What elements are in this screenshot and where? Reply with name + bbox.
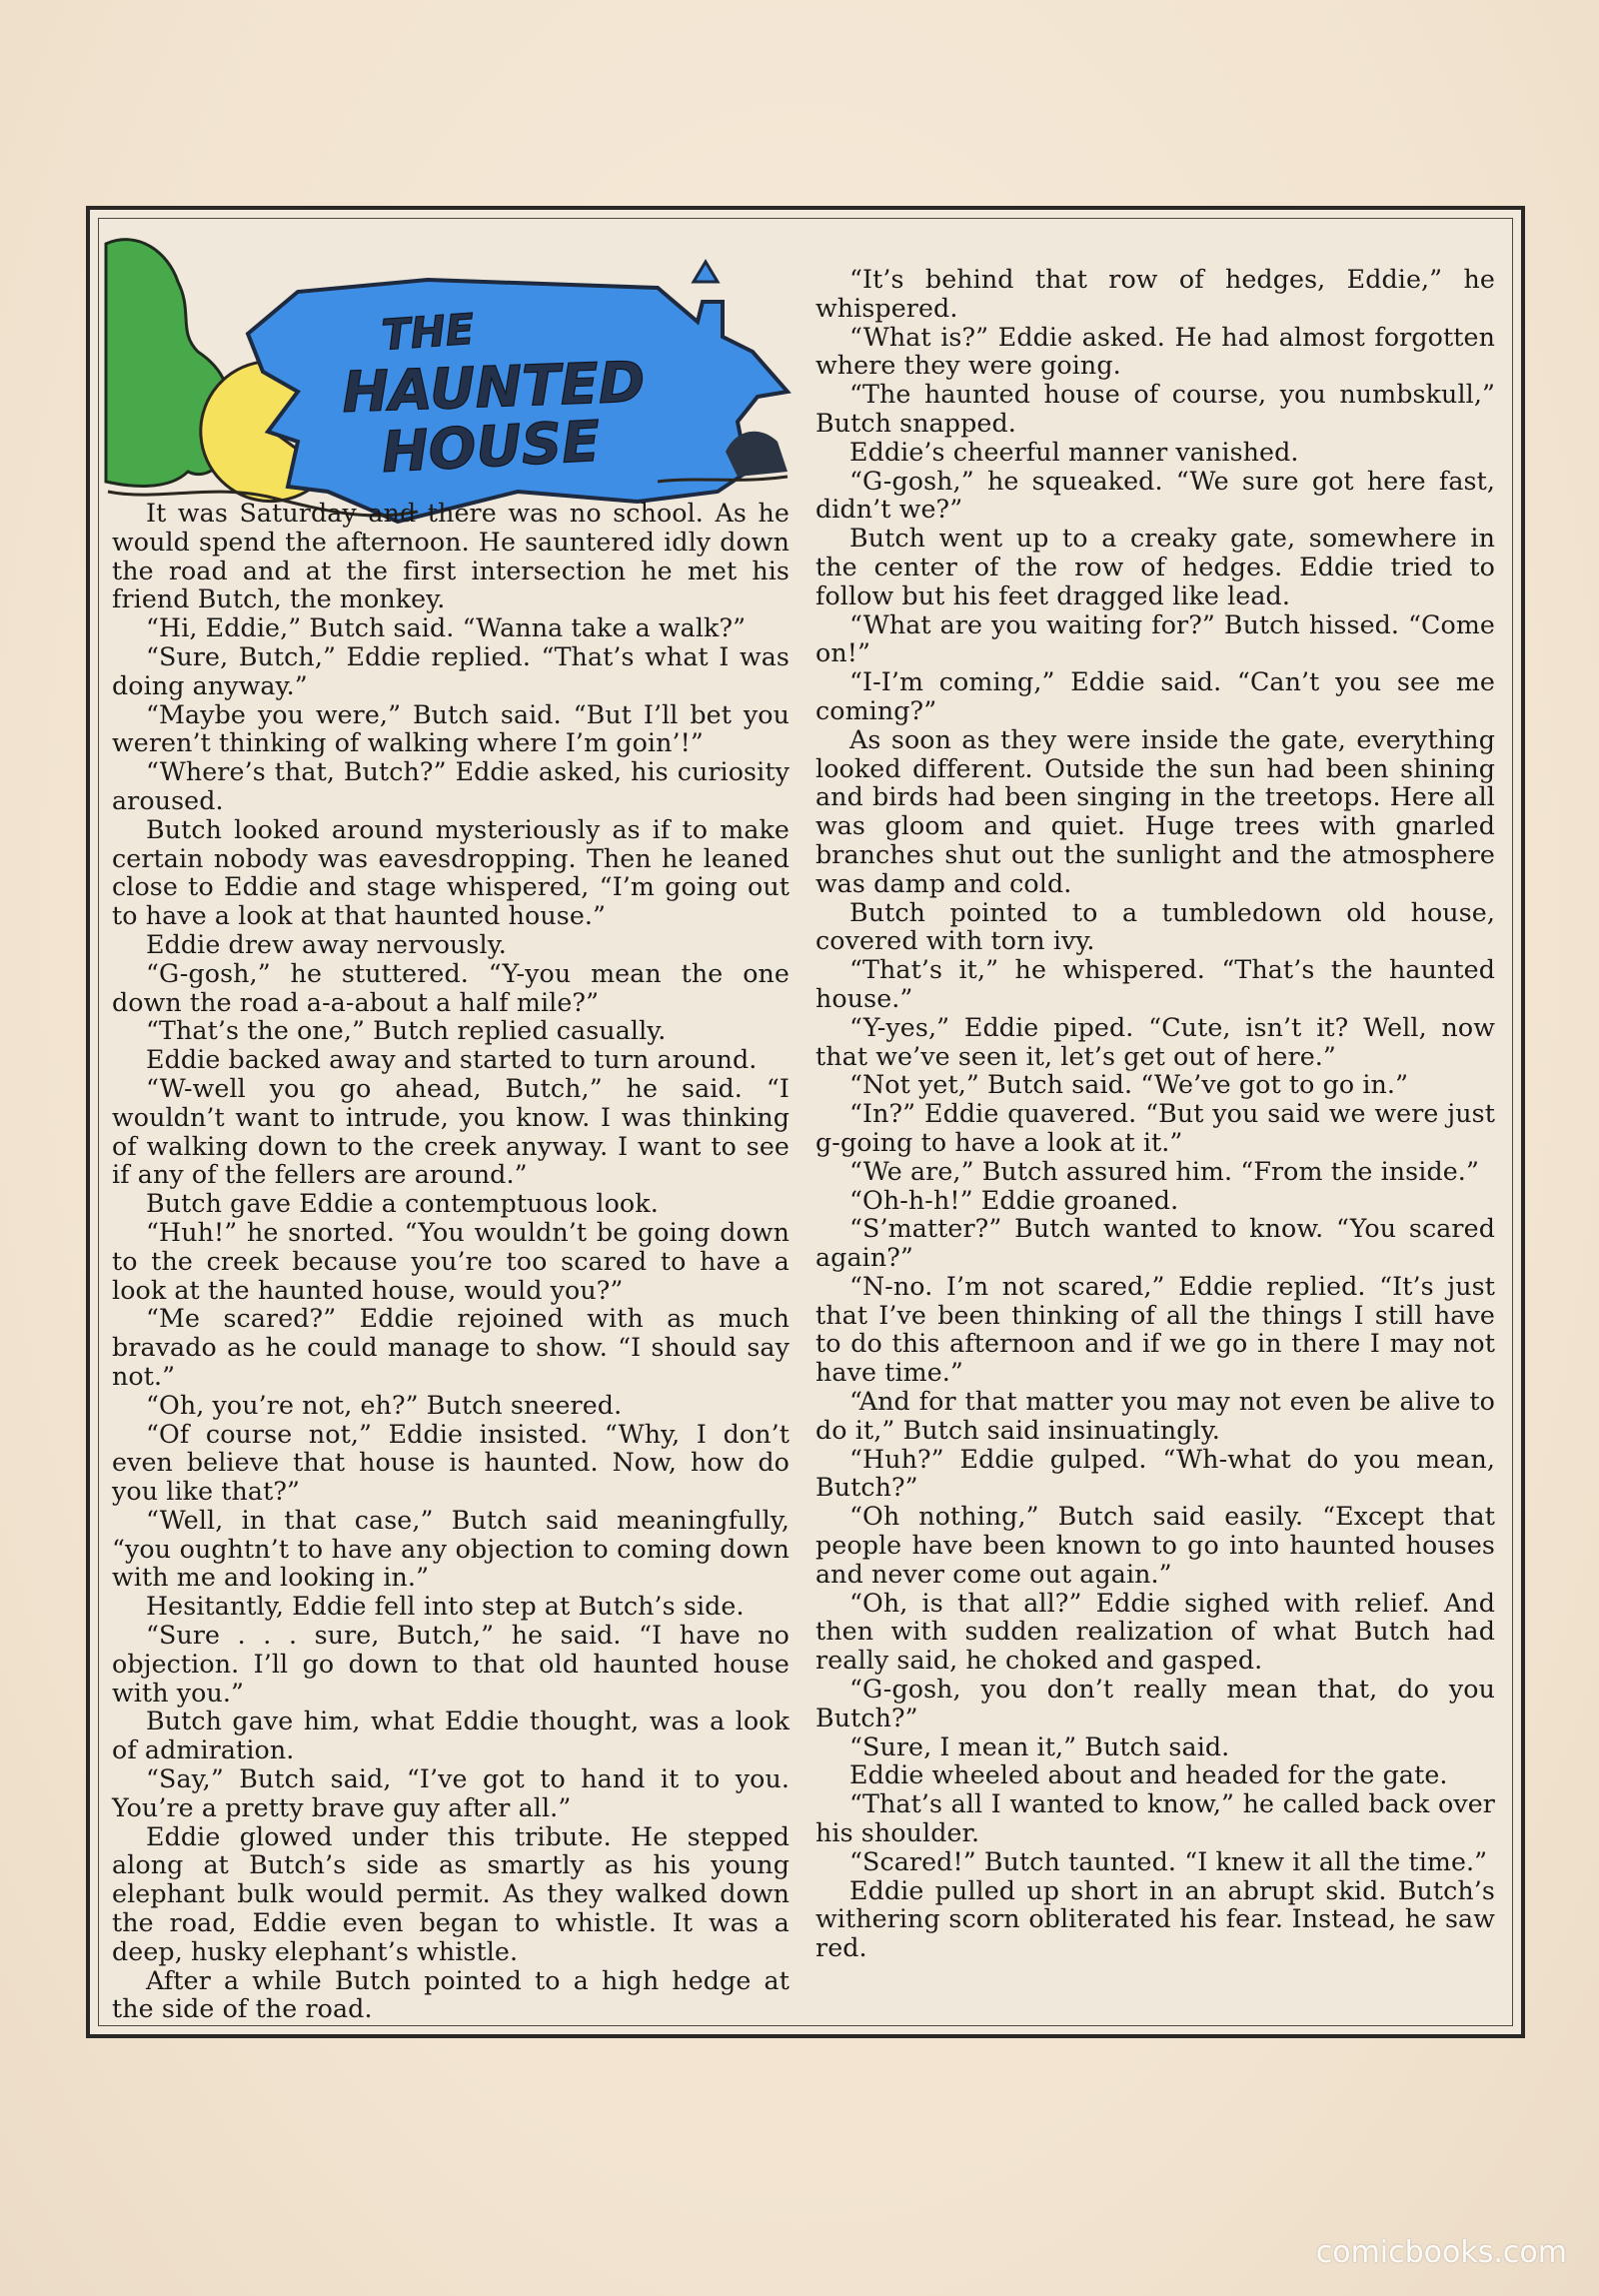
paragraph: Eddie’s cheerful manner vanished. [849, 437, 1299, 467]
paragraph: “Oh-h-h!” Eddie groaned. [849, 1185, 1179, 1215]
paragraph: “I-I’m coming,” Eddie said. “Can’t you see me coming?” [815, 667, 1495, 725]
paragraph: “Oh nothing,” Butch said easily. “Except that people have been known to go into haunted houses and never come out again.” [815, 1502, 1495, 1589]
paragraph: “G-gosh,” he stuttered. “Y-you mean the one down the road a-a-about a half mile?” [112, 958, 790, 1017]
title-line-1: THE [380, 304, 476, 360]
paragraph: “We are,” Butch assured him. “From the inside.” [849, 1156, 1479, 1186]
paragraph: “And for that matter you may not even be alive to do it,” Butch said insinuatingly. [815, 1387, 1495, 1445]
paragraph: Butch pointed to a tumbledown old house, covered with torn ivy. [815, 897, 1495, 956]
paragraph: It was Saturday and there was no school. As he would spend the afternoon. He sauntered idly down the road and at the first intersection he met his friend Butch, the monkey. [112, 499, 790, 614]
paragraph: “S’matter?” Butch wanted to know. “You scared again?” [815, 1214, 1495, 1273]
paragraph: “Of course not,” Eddie insisted. “Why, I don’t even believe that house is haunted. Now, how do you like that?” [112, 1419, 790, 1507]
paragraph: “That’s all I wanted to know,” he called back over his shoulder. [815, 1789, 1495, 1848]
paragraph: “Huh!” he snorted. “You wouldn’t be going down to the creek because you’re too scared to have a look at the haunted house, would you?” [112, 1217, 790, 1305]
paragraph: “Y-yes,” Eddie piped. “Cute, isn’t it? Well, now that we’ve seen it, let’s get out of here.” [815, 1012, 1495, 1071]
chimney-shape [694, 262, 718, 282]
paragraph: “Maybe you were,” Butch said. “But I’ll bet you weren’t thinking of walking where I’m goin’!” [112, 699, 790, 758]
paragraph: “G-gosh, you don’t really mean that, do you Butch?” [815, 1675, 1495, 1732]
paragraph: “The haunted house of course, you numbskull,” Butch snapped. [815, 380, 1495, 438]
paragraph: “Scared!” Butch taunted. “I knew it all the time.” [849, 1846, 1488, 1876]
paragraph: Hesitantly, Eddie fell into step at Butch’s side. [146, 1592, 745, 1622]
paragraph: Butch looked around mysteriously as if to make certain nobody was eavesdropping. Then he leaned close to Eddie and stage whispered, “I’m going out to have a look at that haunted house.” [112, 814, 790, 931]
paragraph: Eddie glowed under this tribute. He stepped along at Butch’s side as smartly as his young elephant bulk would permit. As they walked down the road, Eddie even began to whistle. It was a deep, husky elephant’s whistle. [112, 1821, 790, 1966]
right-column [815, 266, 1495, 1963]
paragraph: “Oh, is that all?” Eddie sighed with relief. And then with sudden realization of what Butch had really said, he choked and gasped. [815, 1588, 1495, 1676]
paragraph: “Not yet,” Butch said. “We’ve got to go in.” [849, 1070, 1409, 1100]
paragraph: “N-no. I’m not scared,” Eddie replied. “It’s just that I’ve been thinking of all the things I still have to do this afternoon and if we go in there I may not have time.” [815, 1271, 1495, 1388]
paragraph: “Hi, Eddie,” Butch said. “Wanna take a walk?” [146, 613, 747, 643]
left-column [112, 500, 790, 2024]
paragraph: “In?” Eddie quavered. “But you said we were just g-going to have a look at it.” [815, 1099, 1495, 1157]
paragraph: “Sure, Butch,” Eddie replied. “That’s what I was doing anyway.” [112, 641, 790, 700]
paragraph: “Oh, you’re not, eh?” Butch sneered. [146, 1390, 623, 1420]
paragraph: Eddie backed away and started to turn around. [146, 1045, 758, 1075]
paragraph: Butch gave him, what Eddie thought, was a look of admiration. [112, 1707, 790, 1765]
paragraph: “What is?” Eddie asked. He had almost forgotten where they were going. [815, 322, 1495, 381]
paragraph: Eddie pulled up short in an abrupt skid. Butch’s withering scorn obliterated his fear. Instead, he saw red. [815, 1875, 1495, 1963]
paragraph: Butch gave Eddie a contemptuous look. [146, 1189, 659, 1219]
paragraph: “Sure, I mean it,” Butch said. [849, 1731, 1230, 1761]
title-line-3: HOUSE [380, 409, 602, 486]
paragraph: “It’s behind that row of hedges, Eddie,” he whispered. [815, 265, 1495, 323]
paragraph: Butch went up to a creaky gate, somewhere in the center of the row of hedges. Eddie tried to follow but his feet dragged like lead. [815, 524, 1495, 610]
title-line-2: HAUNTED [341, 350, 647, 426]
paragraph: “That’s it,” he whispered. “That’s the haunted house.” [815, 955, 1495, 1013]
site-watermark: comicbooks.com [1315, 2235, 1567, 2270]
paragraph: After a while Butch pointed to a high hedge at the side of the road. [112, 1965, 790, 2024]
paragraph: “Where’s that, Butch?” Eddie asked, his curiosity aroused. [112, 757, 790, 815]
paragraph: “Well, in that case,” Butch said meaningfully, “you oughtn’t to have any objection to coming down with me and looking in.” [112, 1505, 790, 1593]
paragraph: As soon as they were inside the gate, everything looked different. Outside the sun had been shining and birds had been singing in the treetops. Here all was gloom and quiet. Huge trees with gnarled branches shut out the sunlight and the atmosphere was damp and cold. [815, 724, 1495, 898]
paragraph: Eddie drew away nervously. [146, 929, 507, 959]
paragraph: “Huh?” Eddie gulped. “Wh-what do you mean, Butch?” [815, 1444, 1495, 1503]
paragraph: “That’s the one,” Butch replied casually. [146, 1016, 667, 1046]
paragraph: “W-well you go ahead, Butch,” he said. “I wouldn’t want to intrude, you know. I was thinking of walking down to the creek anyway. I want to see if any of the fellers are around.” [112, 1073, 790, 1190]
paragraph: “Say,” Butch said, “I’ve got to hand it to you. You’re a pretty brave guy after all.” [112, 1764, 790, 1822]
paragraph: Eddie wheeled about and headed for the gate. [849, 1760, 1448, 1790]
paragraph: “What are you waiting for?” Butch hissed. “Come on!” [815, 609, 1495, 668]
paragraph: “Sure . . . sure, Butch,” he said. “I have no objection. I’ll go down to that old haunted house with you.” [112, 1621, 790, 1708]
story-frame [86, 206, 1525, 2038]
paragraph: “Me scared?” Eddie rejoined with as much bravado as he could manage to show. “I should say not.” [112, 1304, 790, 1391]
paragraph: “G-gosh,” he squeaked. “We sure got here fast, didn’t we?” [815, 466, 1495, 525]
